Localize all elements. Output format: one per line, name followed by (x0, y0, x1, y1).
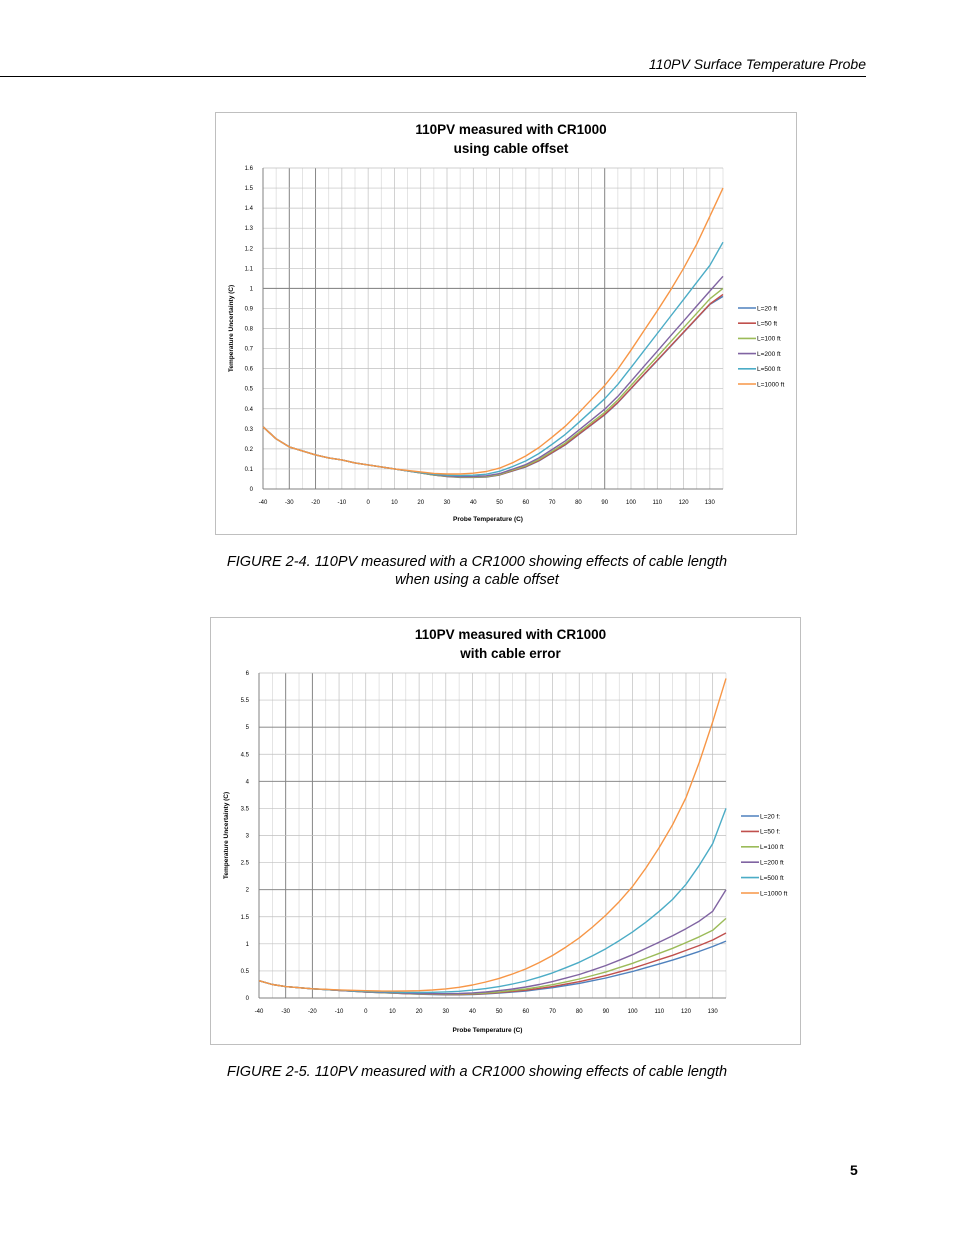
series-line-3 (263, 276, 723, 476)
y-tick-label: 0.9 (244, 306, 253, 313)
x-tick-label: -30 (284, 500, 294, 506)
x-tick-label: 120 (678, 500, 689, 506)
running-header: 110PV Surface Temperature Probe (648, 56, 866, 72)
figure-caption-1: FIGURE 2-4. 110PV measured with a CR1000 showing effects of cable length when using a cable offset (226, 554, 728, 588)
series-line-1 (263, 294, 723, 477)
x-tick-label: 130 (707, 1009, 718, 1015)
x-tick-label: 40 (469, 1009, 476, 1015)
y-tick-label: 0 (245, 996, 249, 1002)
y-tick-label: 1.1 (244, 266, 253, 273)
chart-1-frame (215, 112, 797, 535)
y-tick-label: 1 (249, 286, 253, 293)
y-tick-label: 1.2 (244, 246, 253, 253)
page-number: 5 (850, 1162, 858, 1178)
y-tick-label: 2.5 (240, 860, 249, 867)
y-tick-label: 1.6 (244, 166, 253, 172)
series-line-3 (259, 890, 726, 994)
y-tick-label: 0.4 (244, 406, 253, 413)
y-tick-label: 1.5 (244, 186, 253, 193)
legend-label: L=500 ft (757, 366, 781, 374)
figure-caption-2: FIGURE 2-5. 110PV measured with a CR1000 showing effects of cable length (226, 1064, 728, 1080)
series-line-0 (263, 296, 723, 477)
legend-label: L=50 ft (757, 320, 778, 328)
x-tick-label: -10 (337, 500, 347, 506)
x-tick-label: 90 (601, 500, 609, 506)
legend-label: L=50 f: (760, 828, 781, 836)
y-tick-label: 0 (249, 487, 253, 493)
y-tick-label: 5 (245, 725, 249, 732)
y-tick-label: 0.7 (244, 346, 253, 353)
x-tick-label: -40 (254, 1009, 264, 1015)
x-tick-label: 80 (575, 500, 582, 506)
x-tick-label: -30 (281, 1009, 291, 1015)
y-tick-label: 2 (245, 887, 249, 894)
legend-label: L=500 ft (760, 874, 784, 882)
y-tick-label: 4 (245, 779, 249, 786)
series-line-1 (259, 933, 726, 995)
y-tick-label: 3 (245, 833, 249, 840)
y-tick-label: 0.3 (244, 426, 253, 433)
legend-label: L=1000 ft (760, 890, 788, 898)
x-tick-label: 70 (549, 1009, 556, 1015)
chart-1 (216, 113, 796, 534)
x-tick-label: 0 (364, 1009, 368, 1015)
legend-label: L=20 ft (757, 305, 778, 313)
grid (263, 168, 723, 489)
x-tick-label: 100 (627, 1009, 638, 1015)
series-line-5 (263, 188, 723, 474)
y-tick-label: 0.5 (240, 968, 249, 975)
legend-label: L=20 f: (760, 813, 781, 821)
header-rule (0, 76, 866, 77)
x-tick-label: 20 (417, 500, 425, 506)
y-tick-label: 5.5 (240, 698, 249, 705)
x-tick-label: 110 (654, 1009, 665, 1015)
y-tick-label: 1 (245, 941, 249, 948)
legend-label: L=1000 ft (757, 381, 785, 389)
x-tick-label: 0 (366, 500, 370, 506)
x-tick-label: 10 (389, 1009, 396, 1015)
y-tick-label: 1.4 (244, 206, 253, 213)
series-line-2 (259, 918, 726, 994)
legend-label: L=200 ft (757, 350, 781, 358)
y-tick-label: 6 (245, 671, 249, 677)
y-axis-label: Temperature Uncertainty (C) (223, 791, 230, 880)
x-axis-label: Probe Temperature (C) (452, 1027, 523, 1034)
y-tick-label: 0.5 (244, 386, 253, 393)
x-tick-label: 70 (548, 500, 556, 506)
chart-subtitle: with cable error (460, 646, 561, 661)
x-tick-label: -40 (258, 500, 268, 506)
y-tick-label: 1.3 (244, 226, 253, 233)
legend-label: L=100 ft (760, 844, 784, 852)
y-tick-label: 0.1 (244, 466, 253, 473)
chart-subtitle: using cable offset (453, 141, 569, 156)
x-tick-label: 50 (496, 500, 503, 506)
y-axis-label: Temperature Uncertainty (C) (228, 284, 235, 373)
x-tick-label: 40 (469, 500, 477, 506)
x-tick-label: 120 (680, 1009, 691, 1015)
chart-title: 110PV measured with CR1000 (415, 122, 607, 137)
x-tick-label: 10 (391, 500, 398, 506)
grid (259, 673, 726, 998)
x-tick-label: 100 (625, 500, 637, 506)
x-tick-label: 80 (575, 1009, 583, 1015)
x-tick-label: -20 (311, 500, 320, 506)
y-tick-label: 3.5 (240, 806, 249, 813)
legend-label: L=200 ft (760, 859, 784, 867)
chart-2 (211, 618, 800, 1044)
series-line-4 (263, 242, 723, 475)
x-tick-label: 60 (522, 1009, 530, 1015)
chart-2-frame (210, 617, 801, 1045)
y-tick-label: 0.8 (244, 326, 253, 333)
x-axis-label: Probe Temperature (C) (453, 516, 523, 523)
x-tick-label: 30 (442, 1009, 450, 1015)
legend-label: L=100 ft (757, 335, 781, 343)
y-tick-label: 4.5 (240, 752, 249, 759)
x-tick-label: 110 (652, 500, 663, 506)
x-tick-label: 30 (443, 500, 451, 506)
y-tick-label: 0.6 (244, 366, 253, 373)
y-tick-label: 0.2 (244, 446, 253, 453)
x-tick-label: 20 (415, 1009, 423, 1015)
x-tick-label: 50 (495, 1009, 503, 1015)
series-line-0 (259, 941, 726, 995)
x-tick-label: -20 (308, 1009, 317, 1015)
y-tick-label: 1.5 (240, 914, 249, 921)
x-tick-label: 90 (602, 1009, 610, 1015)
chart-title: 110PV measured with CR1000 (414, 627, 607, 642)
x-tick-label: 60 (522, 500, 530, 506)
x-tick-label: 130 (704, 500, 715, 506)
x-tick-label: -10 (334, 1009, 344, 1015)
